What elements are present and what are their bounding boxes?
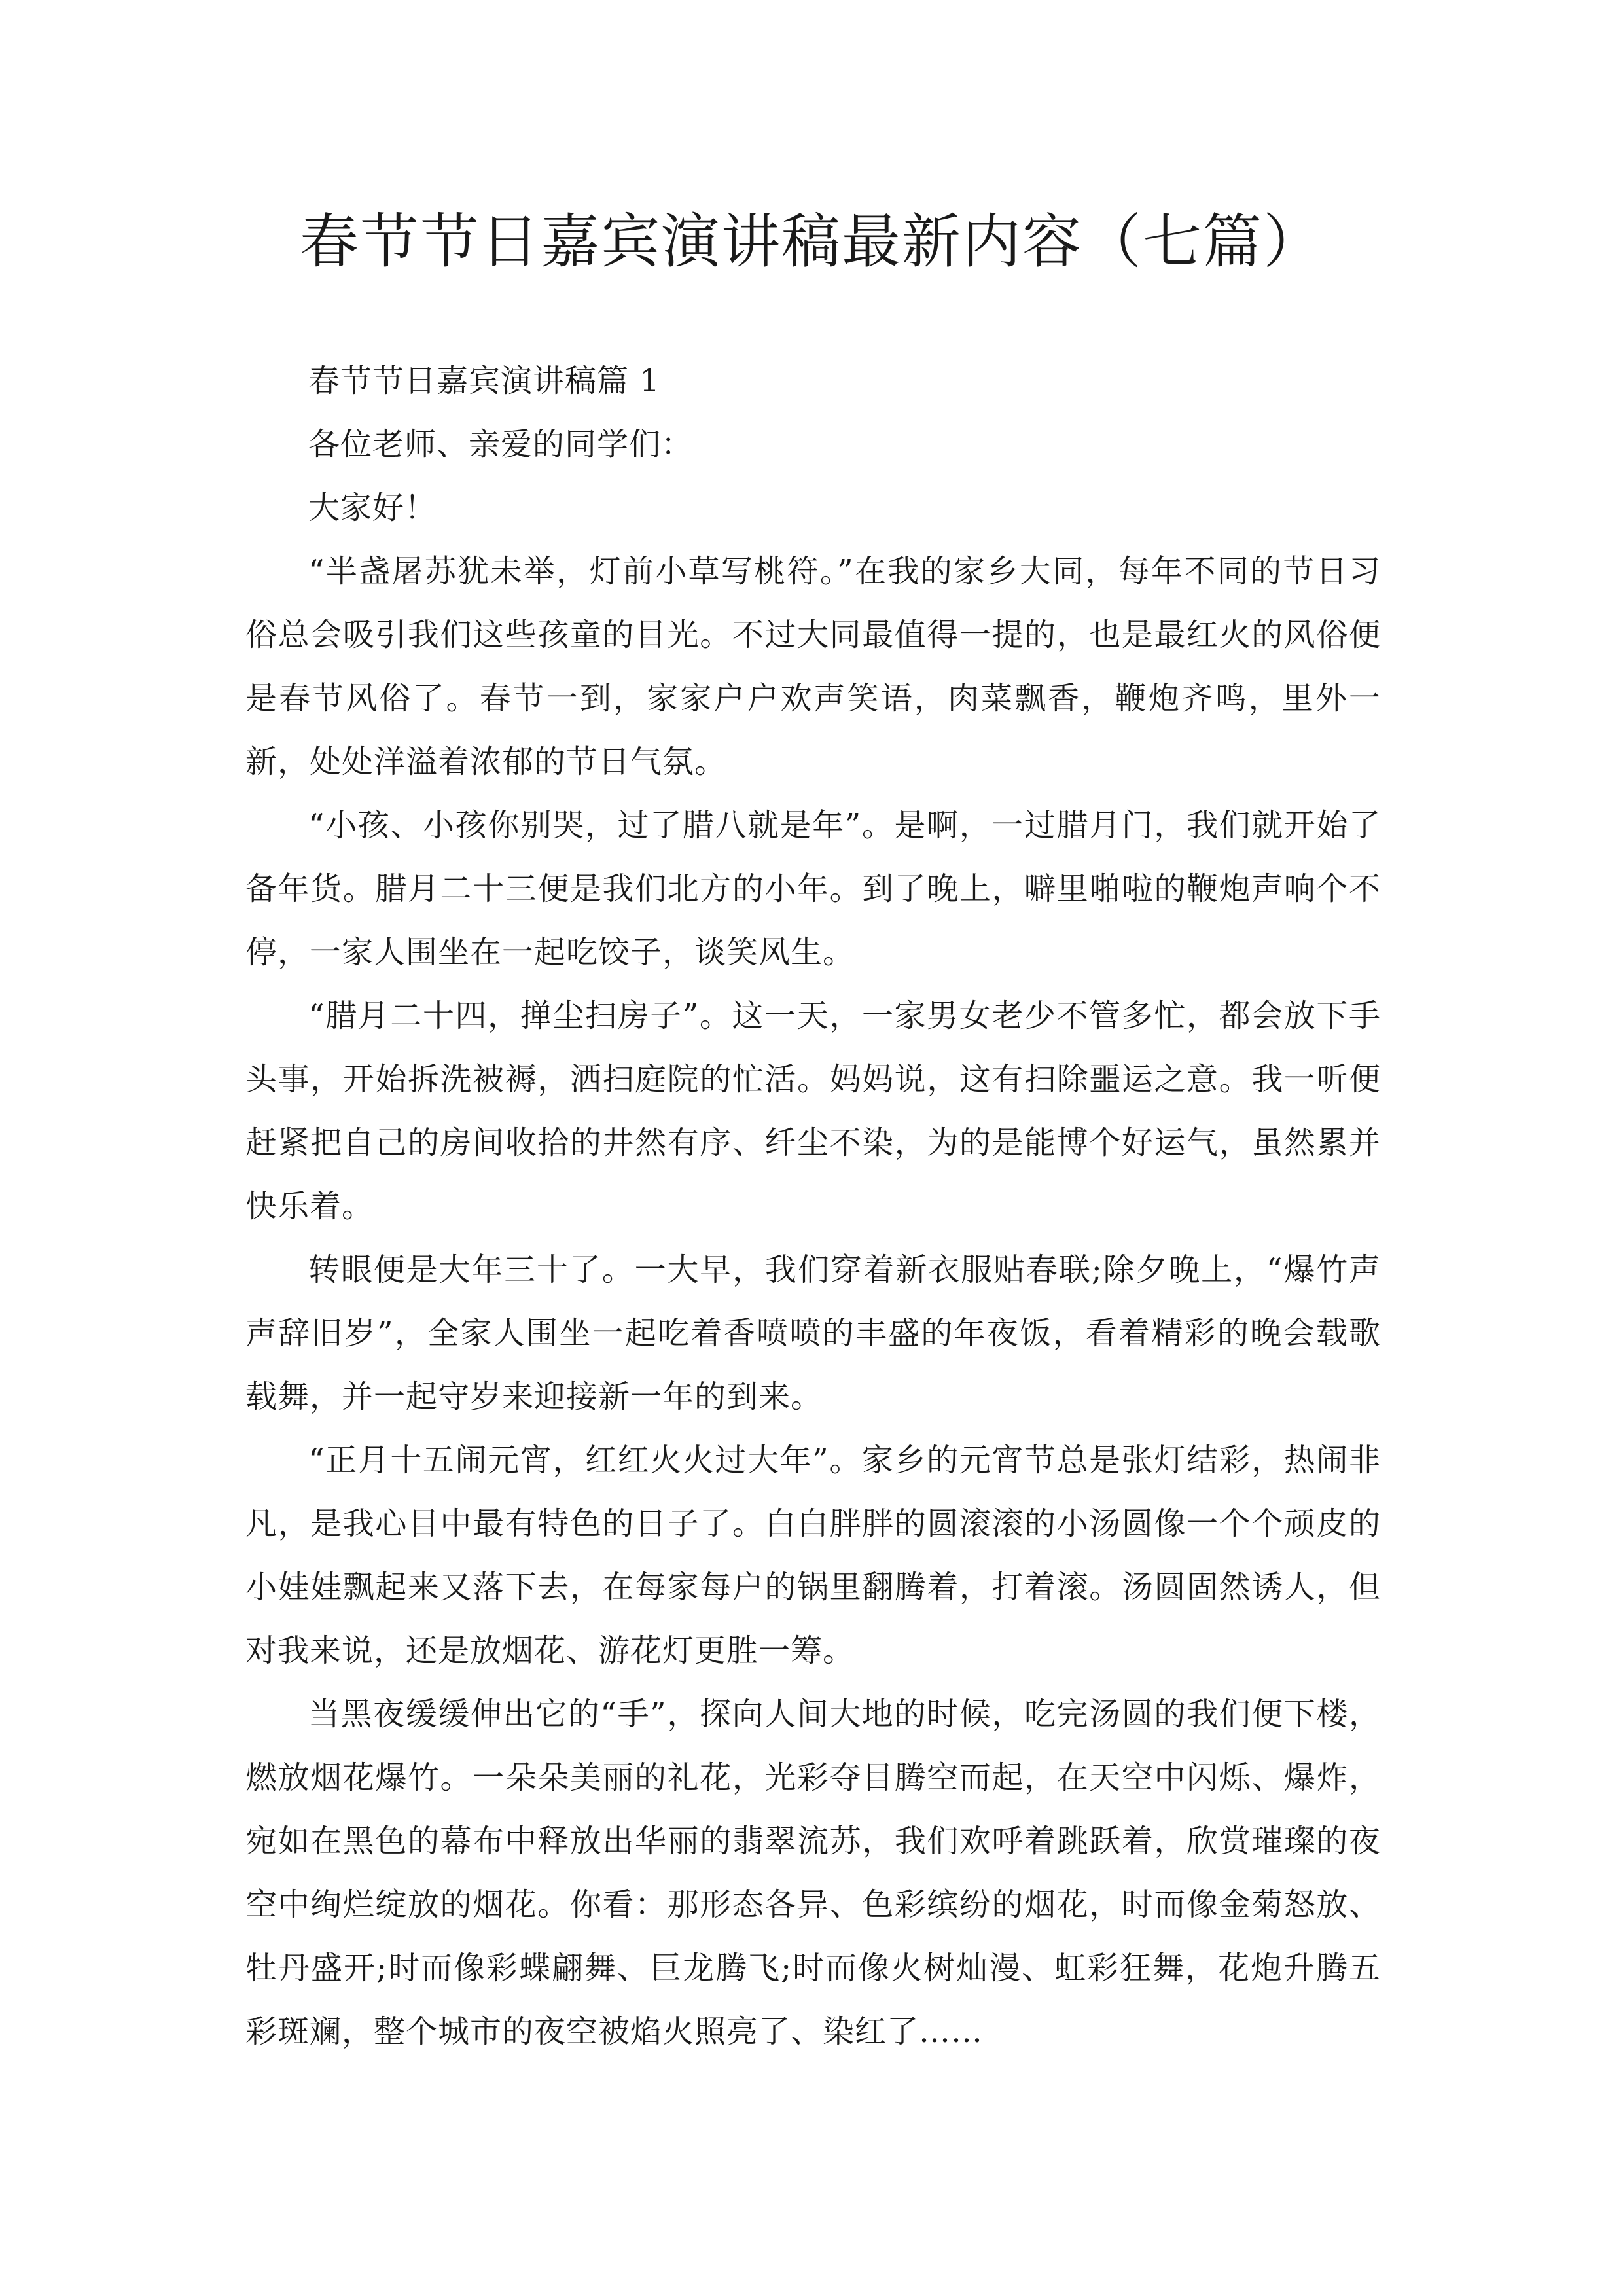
paragraph: 当黑夜缓缓伸出它的“手”，探向人间大地的时候，吃完汤圆的我们便下楼，燃放烟花爆竹。一朵朵美丽的礼花，光彩夺目腾空而起，在天空中闪烁、爆炸，宛如在黑色的幕布中释放出华丽的翡翠流苏，我们欢呼着跳跃着，欣赏璀璨的夜空中绚烂绽放的烟花。你看：那形态各异、色彩缤纷的烟花，时而像金菊怒放、牡丹盛开;时而像彩蝶翩舞、巨龙腾飞;时而像火树灿漫、虹彩狂舞，花炮升腾五彩斑斓，整个城市的夜空被焰火照亮了、染红了…… [245,1696,1381,2050]
paragraph: 转眼便是大年三十了。一大早，我们穿着新衣服贴春联;除夕晚上，“爆竹声声辞旧岁”，全家人围坐一起吃着香喷喷的丰盛的年夜饭，看着精彩的晚会载歌载舞，并一起守岁来迎接新一年的到来。 [245,1251,1381,1415]
paragraph: “半盏屠苏犹未举，灯前小草写桃符。”在我的家乡大同，每年不同的节日习俗总会吸引我们这些孩童的目光。不过大同最值得一提的，也是最红火的风俗便是春节风俗了。春节一到，家家户户欢声笑语，肉菜飘香，鞭炮齐鸣，里外一新，处处洋溢着浓郁的节日气氛。 [245,553,1381,780]
paragraph: “腊月二十四，掸尘扫房子”。这一天，一家男女老少不管多忙，都会放下手头事，开始拆洗被褥，洒扫庭院的忙活。妈妈说，这有扫除噩运之意。我一听便赶紧把自己的房间收拾的井然有序、纤尘不染，为的是能博个好运气，虽然累并快乐着。 [245,997,1381,1225]
section-heading: 春节节日嘉宾演讲稿篇 1 [308,363,660,399]
paragraph: “正月十五闹元宵，红红火火过大年”。家乡的元宵节总是张灯结彩，热闹非凡，是我心目中最有特色的日子了。白白胖胖的圆滚滚的小汤圆像一个个顽皮的小娃娃飘起来又落下去，在每家每户的锅里翻腾着，打着滚。汤圆固然诱人，但对我来说，还是放烟花、游花灯更胜一筹。 [245,1442,1381,1669]
greeting: 大家好！ [308,490,437,526]
document-title: 春节节日嘉宾演讲稿最新内容（七篇） [300,207,1323,276]
document-body [245,350,1381,2064]
paragraph: “小孩、小孩你别哭，过了腊八就是年”。是啊，一过腊月门，我们就开始了备年货。腊月二十三便是我们北方的小年。到了晚上，噼里啪啦的鞭炮声响个不停，一家人围坐在一起吃饺子，谈笑风生。 [245,807,1381,971]
salutation: 各位老师、亲爱的同学们： [308,426,694,463]
